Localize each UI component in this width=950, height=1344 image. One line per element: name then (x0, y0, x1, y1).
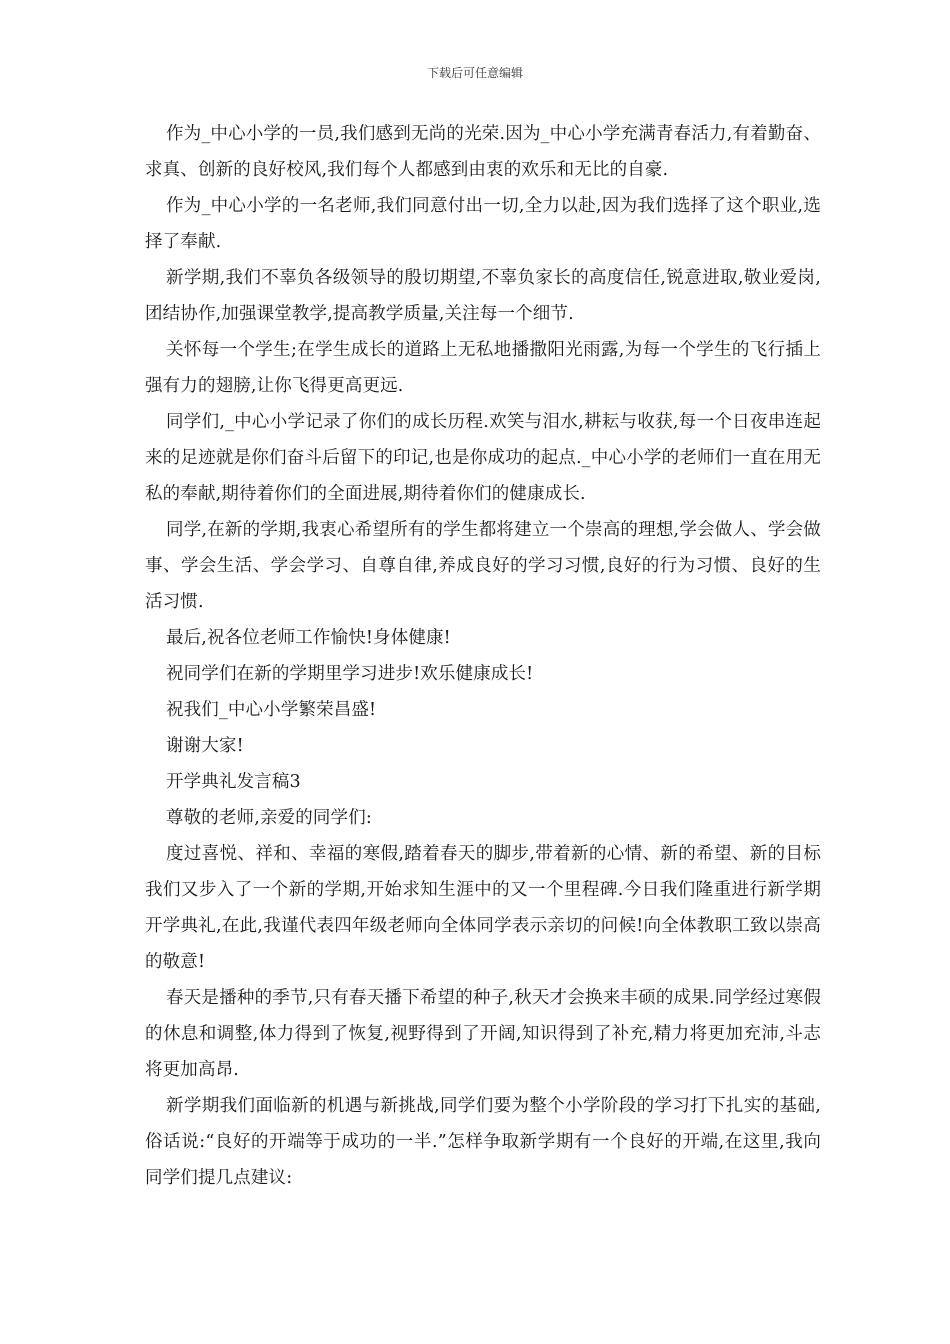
salutation: 尊敬的老师,亲爱的同学们: (166, 808, 372, 828)
paragraph: 同学们,_中心小学记录了你们的成长历程.欢笑与泪水,耕耘与收获,每一个日夜串连起来的足迹就是你们奋斗后留下的印记,也是你成功的起点._中心小学的老师们一直在用无私的奉献,期待着你们的全面进展,期待着你们的健康成长. (145, 412, 821, 504)
paragraph: 祝同学们在新的学期里学习进步!欢乐健康成长! (166, 664, 534, 684)
paragraph: 同学,在新的学期,我衷心希望所有的学生都将建立一个崇高的理想,学会做人、学会做事、学会生活、学会学习、自尊自律,养成良好的学习习惯,良好的行为习惯、良好的生活习惯. (145, 520, 821, 612)
paragraph: 关怀每一个学生;在学生成长的道路上无私地播撒阳光雨露,为每一个学生的飞行插上强有力的翅膀,让你飞得更高更远. (145, 340, 821, 396)
paragraph: 作为_中心小学的一名老师,我们同意付出一切,全力以赴,因为我们选择了这个职业,选择了奉献. (145, 196, 821, 252)
paragraph: 度过喜悦、祥和、幸福的寒假,踏着春天的脚步,带着新的心情、新的希望、新的目标我们又步入了一个新的学期,开始求知生涯中的又一个里程碑.今日我们隆重进行新学期开学典礼,在此,我谨代表四年级老师向全体同学表示亲切的问候!向全体教职工致以崇高的敬意! (145, 844, 821, 972)
section-heading: 开学典礼发言稿3 (166, 772, 301, 792)
paragraph: 谢谢大家! (166, 736, 244, 756)
paragraph: 春天是播种的季节,只有春天播下希望的种子,秋天才会换来丰硕的成果.同学经过寒假的休息和调整,体力得到了恢复,视野得到了开阔,知识得到了补充,精力将更加充沛,斗志将更加高昂. (145, 988, 821, 1080)
page-header: 下载后可任意编辑 (426, 66, 523, 80)
paragraph: 作为_中心小学的一员,我们感到无尚的光荣.因为_中心小学充满青春活力,有着勤奋、求真、创新的良好校风,我们每个人都感到由衷的欢乐和无比的自豪. (145, 124, 821, 180)
paragraph: 祝我们_中心小学繁荣昌盛! (166, 700, 377, 720)
paragraph: 最后,祝各位老师工作愉快!身体健康! (166, 628, 451, 648)
paragraph: 新学期我们面临新的机遇与新挑战,同学们要为整个小学阶段的学习打下扎实的基础,俗话说:“良好的开端等于成功的一半.”怎样争取新学期有一个良好的开端,在这里,我向同学们提几点建议: (145, 1096, 821, 1188)
paragraph: 新学期,我们不辜负各级领导的殷切期望,不辜负家长的高度信任,锐意进取,敬业爱岗,团结协作,加强课堂教学,提高教学质量,关注每一个细节. (145, 268, 821, 324)
document-body (145, 116, 821, 1196)
